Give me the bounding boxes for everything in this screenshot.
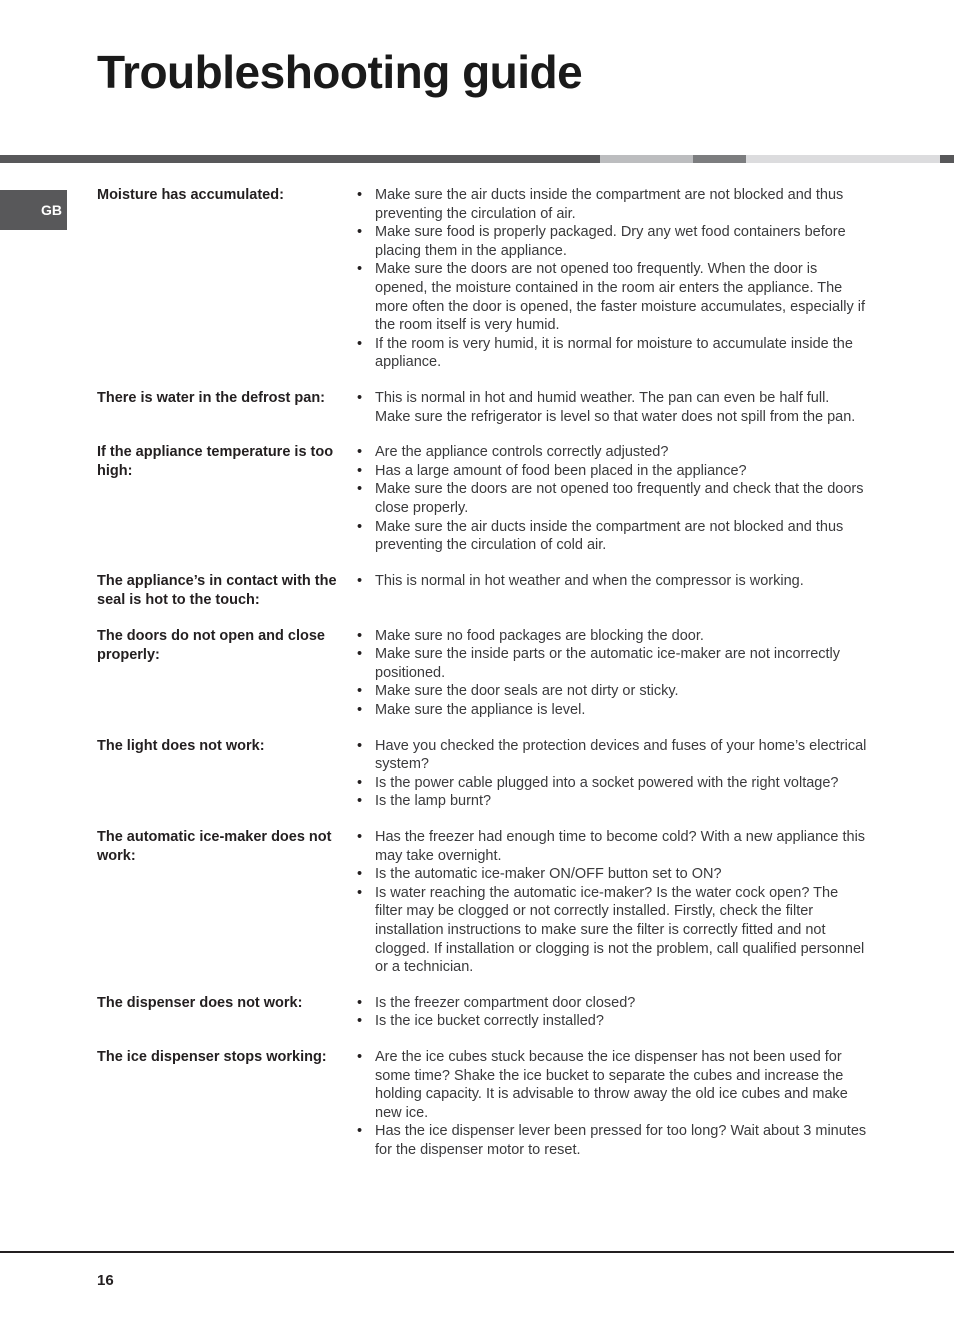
solution-item: • This is normal in hot and humid weather. The pan can even be half full. Make sure the refrigerator is level so that water does not spill from the pan. [357,389,867,426]
solution-item: • Make sure the doors are not opened too frequently. When the door is opened, the moisture contained in the room air enters the appliance. The more often the door is opened, the faster moisture accumulates, especially if the room itself is very humid. [357,260,867,334]
solution-list [345,994,867,1031]
header-bar-segment [940,155,954,163]
solution-list [345,627,867,720]
solution-item: • Is the freezer compartment door closed? [357,994,867,1013]
solution-list [345,1048,867,1160]
troubleshooting-item [97,389,887,426]
problem-title: The doors do not open and close properly: [97,627,325,663]
troubleshooting-item [97,186,887,372]
troubleshooting-item [97,994,887,1031]
solution-item: • Is the power cable plugged into a socket powered with the right voltage? [357,774,867,793]
solution-item: • Are the appliance controls correctly adjusted? [357,443,867,462]
solution-item: • This is normal in hot weather and when the compressor is working. [357,572,867,591]
solution-list [345,828,867,977]
troubleshooting-item [97,572,887,610]
solution-list [345,443,867,555]
problem-title: The automatic ice-maker does not work: [97,829,332,865]
solution-item: • Make sure the inside parts or the automatic ice-maker are not incorrectly positioned. [357,645,867,682]
solution-list [345,389,867,426]
troubleshooting-item [97,627,887,720]
problem-title: If the appliance temperature is too high: [97,444,334,480]
solution-item: • Is the automatic ice-maker ON/OFF button set to ON? [357,865,867,884]
solution-item: • Make sure the appliance is level. [357,701,867,720]
solution-list [345,737,867,811]
problem-title: The appliance’s in contact with the seal is hot to the touch: [97,572,337,608]
solution-item: • Has a large amount of food been placed in the appliance? [357,462,867,481]
header-bar-segment [693,155,746,163]
footer-divider [0,1251,954,1253]
header-bar-segment [600,155,693,163]
solution-item: • Is the lamp burnt? [357,792,867,811]
problem-title: The dispenser does not work: [97,994,303,1011]
problem-title: There is water in the defrost pan: [97,389,326,406]
solution-list [345,572,867,610]
troubleshooting-item [97,443,887,555]
page-number: 16 [97,1272,114,1289]
troubleshooting-item [97,1048,887,1160]
problem-title: The light does not work: [97,737,265,754]
problem-title: Moisture has accumulated: [97,187,284,203]
solution-item: • Have you checked the protection devices and fuses of your home’s electrical system? [357,737,867,774]
solution-item: • Is the ice bucket correctly installed? [357,1012,867,1031]
page-title: Troubleshooting guide [97,46,583,98]
solution-item: • Make sure food is properly packaged. Dry any wet food containers before placing them in the appliance. [357,223,867,260]
solution-item: • Make sure the air ducts inside the compartment are not blocked and thus preventing the circulation of air. [357,186,867,223]
solution-item: • Make sure the doors are not opened too frequently and check that the doors close properly. [357,480,867,517]
troubleshooting-item [97,828,887,977]
solution-item: • Make sure the air ducts inside the compartment are not blocked and thus preventing the circulation of cold air. [357,518,867,555]
language-tab: GB [0,190,67,230]
solution-item: • Are the ice cubes stuck because the ice dispenser has not been used for some time? Shake the ice bucket to separate the cubes and increase the holding capacity. It is advisable to throw away the old ice cubes and make new ice. [357,1048,867,1122]
solution-item: • Make sure the door seals are not dirty or sticky. [357,682,867,701]
problem-title: The ice dispenser stops working: [97,1048,327,1065]
troubleshooting-item [97,737,887,811]
solution-item: • Make sure no food packages are blocking the door. [357,627,867,646]
solution-list [345,186,867,372]
solution-item: • If the room is very humid, it is normal for moisture to accumulate inside the appliance. [357,335,867,372]
solution-item: • Has the freezer had enough time to become cold? With a new appliance this may take overnight. [357,828,867,865]
header-bar-segment [0,155,600,163]
header-bar-segment [746,155,940,163]
troubleshooting-list [97,186,887,1177]
solution-item: • Has the ice dispenser lever been pressed for too long? Wait about 3 minutes for the dispenser motor to reset. [357,1122,867,1159]
solution-item: • Is water reaching the automatic ice-maker? Is the water cock open? The filter may be clogged or not correctly installed. Firstly, check the filter installation instructions to make sure the filter is correctly fitted and not clogged. If installation or clogging is not the problem, call qualified personnel or a technician. [357,884,867,977]
